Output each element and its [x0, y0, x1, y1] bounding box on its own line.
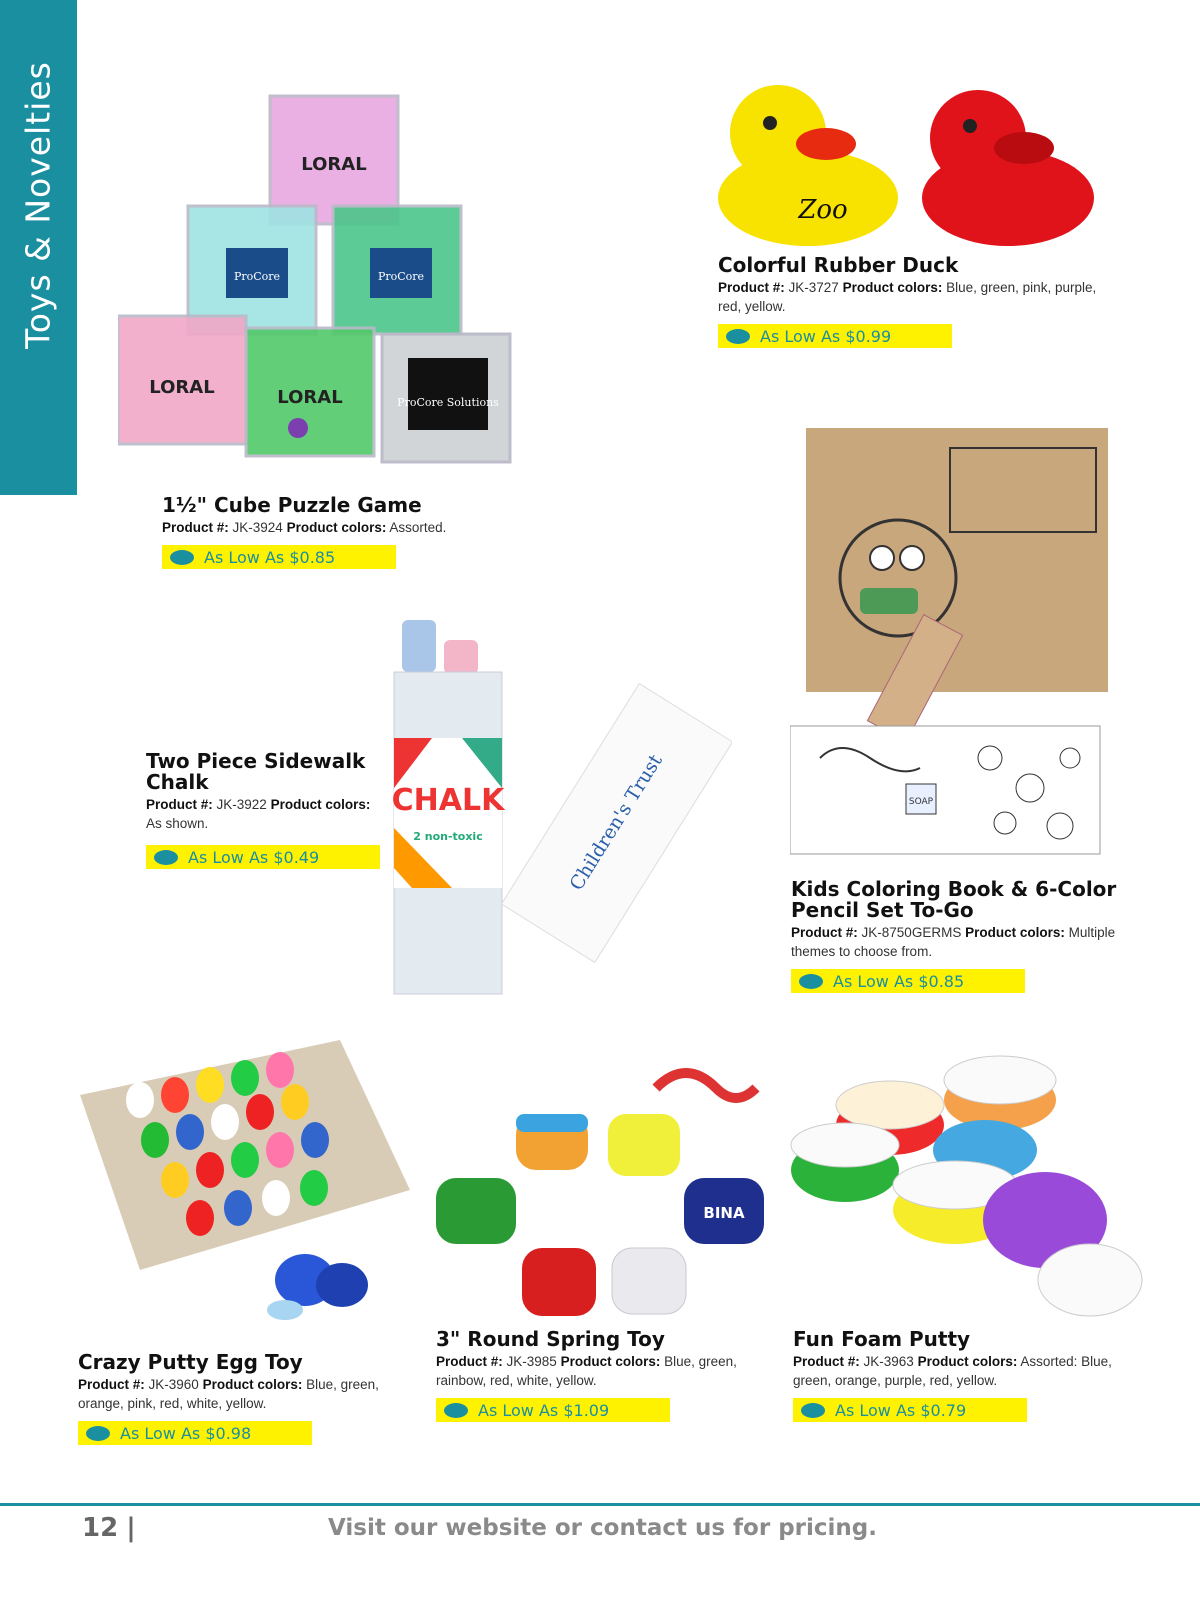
product-number: JK-3960 [148, 1377, 199, 1392]
sidewalk-chalk-image [392, 618, 732, 998]
product-details: Product #: JK-3727 Product colors: Blue, green, pink, purple, red, yellow. [718, 280, 1097, 314]
svg-text:Zoo: Zoo [798, 195, 848, 225]
product-details: Product #: JK-3924 Product colors: Assorted. [162, 520, 447, 535]
product-colors: Blue, green, orange, pink, red, white, yellow. [78, 1377, 379, 1411]
rubber-duck-image [708, 78, 1108, 250]
product-colors: As shown. [146, 816, 209, 831]
price-badge: As Low As $1.09 [436, 1398, 670, 1422]
svg-text:SOAP: SOAP [908, 797, 934, 807]
footer-tagline: Visit our website or contact us for pricing. [328, 1515, 877, 1541]
product-number: JK-3963 [863, 1354, 914, 1369]
product-title: Colorful Rubber Duck [718, 253, 959, 277]
product-colors: Assorted: Blue, green, orange, purple, red, yellow. [793, 1354, 1112, 1388]
footer-divider [0, 1503, 1200, 1506]
product-title: 3" Round Spring Toy [436, 1327, 665, 1351]
price-badge: As Low As $0.79 [793, 1398, 1027, 1422]
product-details: Product #: JK-3963 Product colors: Assorted: Blue, green, orange, purple, red, yellow. [793, 1354, 1112, 1388]
product-number: JK-8750GERMS [861, 925, 962, 940]
price-dot-icon [801, 1403, 825, 1418]
spring-toy-image [436, 1058, 766, 1320]
svg-text:2 non-toxic: 2 non-toxic [413, 830, 483, 843]
product-details: Product #: JK-3960 Product colors: Blue, green, orange, pink, red, white, yellow. [78, 1377, 379, 1411]
product-rubber-duck [718, 255, 1110, 348]
product-title: Kids Coloring Book & 6-Color Pencil Set To-Go [791, 877, 1117, 922]
price-dot-icon [154, 850, 178, 865]
svg-text:LORAL: LORAL [149, 377, 215, 398]
price-badge: As Low As $0.49 [146, 845, 380, 869]
product-details: Product #: JK-8750GERMS Product colors: Multiple themes to choose from. [791, 925, 1116, 959]
product-colors: Assorted. [389, 520, 447, 535]
price-dot-icon [799, 974, 823, 989]
product-colors: Blue, green, rainbow, red, white, yellow. [436, 1354, 737, 1388]
price-dot-icon [86, 1426, 110, 1441]
product-details: Product #: JK-3922 Product colors: As shown. [146, 797, 371, 831]
svg-text:Children's Trust: Children's Trust [565, 750, 667, 895]
product-colors: Blue, green, pink, purple, red, yellow. [718, 280, 1097, 314]
cube-puzzle-image [118, 88, 528, 480]
section-tab-label: Toys & Novelties [18, 61, 58, 349]
product-number: JK-3727 [788, 280, 839, 295]
product-details: Product #: JK-3985 Product colors: Blue, green, rainbow, red, white, yellow. [436, 1354, 737, 1388]
product-coloring-book [791, 879, 1136, 993]
price-badge: As Low As $0.85 [162, 545, 396, 569]
svg-text:LORAL: LORAL [277, 387, 343, 408]
product-title: Two Piece Sidewalk Chalk [146, 749, 366, 794]
foam-putty-image [790, 1040, 1145, 1322]
product-number: JK-3922 [216, 797, 267, 812]
product-sidewalk-chalk [146, 751, 376, 869]
cube-label: LORAL [301, 154, 367, 175]
price-dot-icon [170, 550, 194, 565]
price-badge: As Low As $0.98 [78, 1421, 312, 1445]
product-spring-toy [436, 1329, 756, 1422]
svg-text:CHALK: CHALK [392, 783, 505, 818]
product-number: JK-3924 [232, 520, 283, 535]
product-cube-puzzle [162, 495, 482, 569]
product-title: Fun Foam Putty [793, 1327, 971, 1351]
product-title: Crazy Putty Egg Toy [78, 1350, 303, 1374]
page-number: 12 | [82, 1513, 136, 1543]
svg-text:ProCore: ProCore [377, 270, 425, 283]
coloring-book-image [790, 428, 1112, 858]
product-title: 1½" Cube Puzzle Game [162, 493, 422, 517]
putty-egg-image [80, 1040, 410, 1330]
svg-text:ProCore Solutions: ProCore Solutions [397, 396, 499, 409]
svg-text:BINA: BINA [703, 1204, 745, 1222]
price-badge: As Low As $0.99 [718, 324, 952, 348]
price-dot-icon [444, 1403, 468, 1418]
product-putty-egg [78, 1352, 398, 1445]
price-badge: As Low As $0.85 [791, 969, 1025, 993]
section-tab [0, 0, 77, 495]
price-dot-icon [726, 329, 750, 344]
svg-text:ProCore: ProCore [233, 270, 281, 283]
product-foam-putty [793, 1329, 1133, 1422]
product-colors: Multiple themes to choose from. [791, 925, 1116, 959]
product-number: JK-3985 [506, 1354, 557, 1369]
